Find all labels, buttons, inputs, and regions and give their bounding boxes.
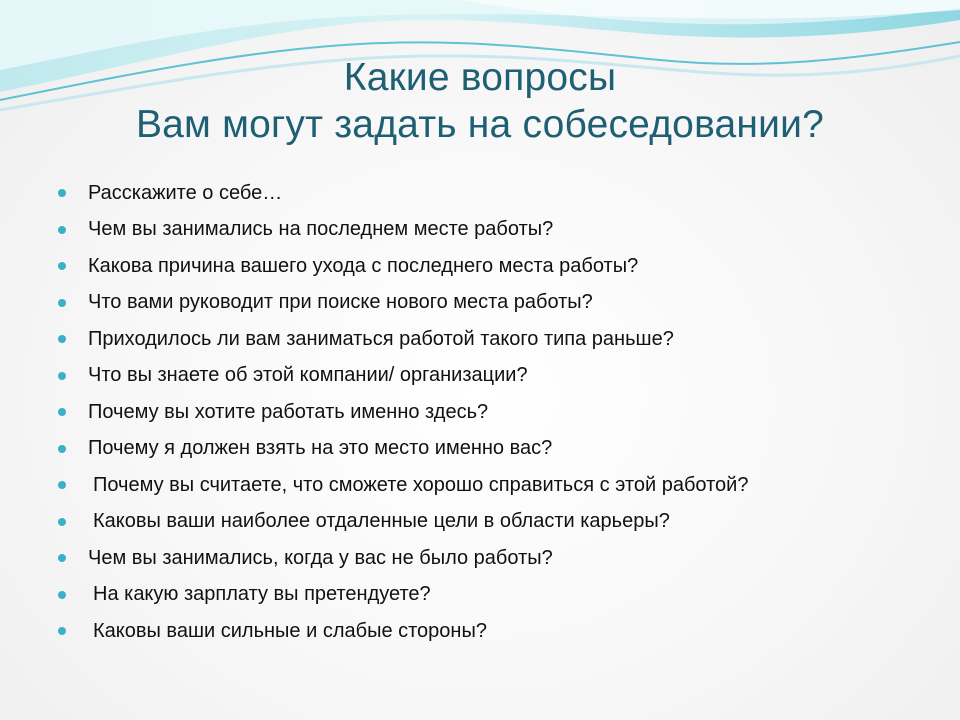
question-text: Каковы ваши сильные и слабые стороны?	[93, 619, 487, 642]
question-text: Что вы знаете об этой компании/ организации?	[88, 364, 528, 387]
bullet-icon	[58, 554, 66, 562]
question-text: Каковы ваши наиболее отдаленные цели в области карьеры?	[93, 510, 670, 533]
slide-title-line-2: Вам могут задать на собеседовании?	[135, 103, 825, 146]
question-item	[58, 431, 928, 468]
bullet-icon	[58, 627, 66, 635]
bullet-icon	[58, 335, 66, 343]
bullet-icon	[58, 408, 66, 416]
bullet-icon	[58, 189, 66, 197]
question-item	[58, 212, 928, 249]
question-list	[58, 175, 928, 650]
bullet-icon	[58, 445, 66, 453]
question-text: Почему вы хотите работать именно здесь?	[88, 400, 489, 423]
question-item	[58, 175, 928, 212]
question-text: Почему я должен взять на это место именно вас?	[88, 437, 553, 460]
question-text: Приходилось ли вам заниматься работой такого типа раньше?	[88, 327, 674, 350]
question-text: На какую зарплату вы претендуете?	[93, 583, 431, 606]
bullet-icon	[58, 262, 66, 270]
question-text: Чем вы занимались на последнем месте работы?	[88, 218, 554, 241]
question-text: Что вами руководит при поиске нового места работы?	[88, 291, 593, 314]
question-item	[58, 394, 928, 431]
question-item	[58, 613, 928, 650]
question-text: Какова причина вашего ухода с последнего места работы?	[88, 254, 639, 277]
question-item	[58, 321, 928, 358]
question-item	[58, 285, 928, 322]
question-item	[58, 248, 928, 285]
bullet-icon	[58, 299, 66, 307]
bullet-icon	[58, 518, 66, 526]
slide-title-line-1: Какие вопросы	[343, 56, 617, 99]
question-item	[58, 540, 928, 577]
question-item	[58, 467, 928, 504]
bullet-icon	[58, 591, 66, 599]
slide-title	[0, 54, 960, 148]
question-item	[58, 504, 928, 541]
bullet-icon	[58, 481, 66, 489]
question-text: Расскажите о себе…	[88, 181, 283, 204]
bullet-icon	[58, 226, 66, 234]
question-text: Чем вы занимались, когда у вас не было работы?	[88, 546, 553, 569]
question-text: Почему вы считаете, что сможете хорошо справиться с этой работой?	[93, 473, 749, 496]
question-item	[58, 577, 928, 614]
question-item	[58, 358, 928, 395]
bullet-icon	[58, 372, 66, 380]
